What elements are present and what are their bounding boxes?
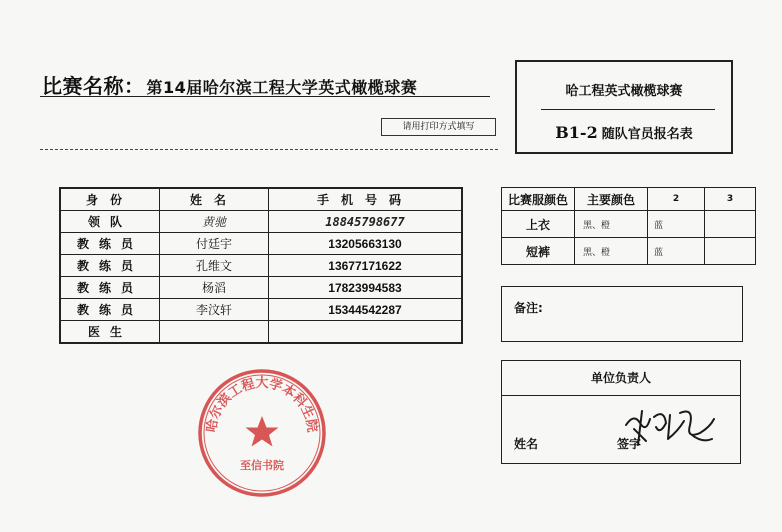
- role-cell: 医生: [60, 321, 160, 344]
- staff-header-row: [60, 188, 462, 211]
- remarks-label: 备注:: [514, 301, 543, 315]
- color-3-cell[interactable]: [705, 238, 756, 265]
- table-row: [60, 255, 462, 277]
- role-cell: 教练员: [60, 255, 160, 277]
- role-cell: 教练员: [60, 233, 160, 255]
- competition-name: 第14届哈尔滨工程大学英式橄榄球赛: [146, 78, 418, 97]
- name-cell[interactable]: 付廷宇: [160, 233, 269, 255]
- header-uniform-color: 比赛服颜色: [502, 188, 575, 211]
- form-id-box: [515, 60, 733, 154]
- title-underline: [40, 96, 490, 97]
- seal-org-text: 哈尔滨工程大学本科生院: [204, 376, 320, 434]
- name-cell[interactable]: 孔维文: [160, 255, 269, 277]
- phone-cell[interactable]: 15344542287: [269, 299, 463, 321]
- table-row: [60, 233, 462, 255]
- form-box-name: [517, 123, 731, 142]
- form-box-title: 哈工程英式橄榄球赛: [565, 84, 683, 99]
- form-box-rule: [541, 109, 715, 110]
- header-name: 姓名: [160, 188, 269, 211]
- competition-label: 比赛名称：: [42, 74, 145, 98]
- sign-label: 签字: [617, 437, 642, 451]
- colors-header-row: [502, 188, 756, 211]
- color-3-cell[interactable]: [705, 211, 756, 238]
- remarks-box[interactable]: [501, 286, 743, 342]
- role-cell: 领队: [60, 211, 160, 233]
- uniform-colors-table: [501, 187, 756, 265]
- competition-title: [42, 70, 417, 99]
- name-cell[interactable]: 李汶轩: [160, 299, 269, 321]
- phone-cell[interactable]: [269, 321, 463, 344]
- header-phone: 手机号码: [269, 188, 463, 211]
- handwritten-signature[interactable]: [620, 405, 720, 451]
- role-cell: 教练员: [60, 277, 160, 299]
- primary-color-cell[interactable]: 黑、橙: [575, 238, 648, 265]
- form-title: 随队官员报名表: [601, 127, 693, 142]
- table-row: [60, 299, 462, 321]
- header-color-2: 2: [648, 188, 705, 211]
- star-icon: [246, 416, 279, 447]
- unit-signoff-box: [501, 360, 741, 464]
- form-code: B1-2: [555, 123, 598, 142]
- table-row: [502, 238, 756, 265]
- name-cell[interactable]: [160, 321, 269, 344]
- staff-table: [59, 187, 463, 344]
- phone-cell[interactable]: 18845798677: [269, 211, 463, 233]
- role-cell: 教练员: [60, 299, 160, 321]
- table-row: [502, 211, 756, 238]
- name-label: 姓名: [514, 437, 539, 451]
- official-seal: [195, 366, 329, 500]
- color-2-cell[interactable]: 蓝: [648, 211, 705, 238]
- header-role: 身份: [60, 188, 160, 211]
- dashed-divider: [40, 149, 498, 150]
- table-row: [60, 277, 462, 299]
- phone-cell[interactable]: 13677171622: [269, 255, 463, 277]
- print-hint: 请用打印方式填写: [381, 118, 496, 136]
- table-row: [60, 321, 462, 344]
- header-primary-color: 主要颜色: [575, 188, 648, 211]
- primary-color-cell[interactable]: 黑、橙: [575, 211, 648, 238]
- name-cell[interactable]: 黄驰: [160, 211, 269, 233]
- unit-head-title: 单位负责人: [502, 361, 740, 396]
- phone-cell[interactable]: 13205663130: [269, 233, 463, 255]
- color-2-cell[interactable]: 蓝: [648, 238, 705, 265]
- name-cell[interactable]: 杨滔: [160, 277, 269, 299]
- uniform-item-cell: 短裤: [502, 238, 575, 265]
- table-row: [60, 211, 462, 233]
- seal-sub-text: 至信书院: [240, 459, 284, 472]
- phone-cell[interactable]: 17823994583: [269, 277, 463, 299]
- header-color-3: 3: [705, 188, 756, 211]
- uniform-item-cell: 上衣: [502, 211, 575, 238]
